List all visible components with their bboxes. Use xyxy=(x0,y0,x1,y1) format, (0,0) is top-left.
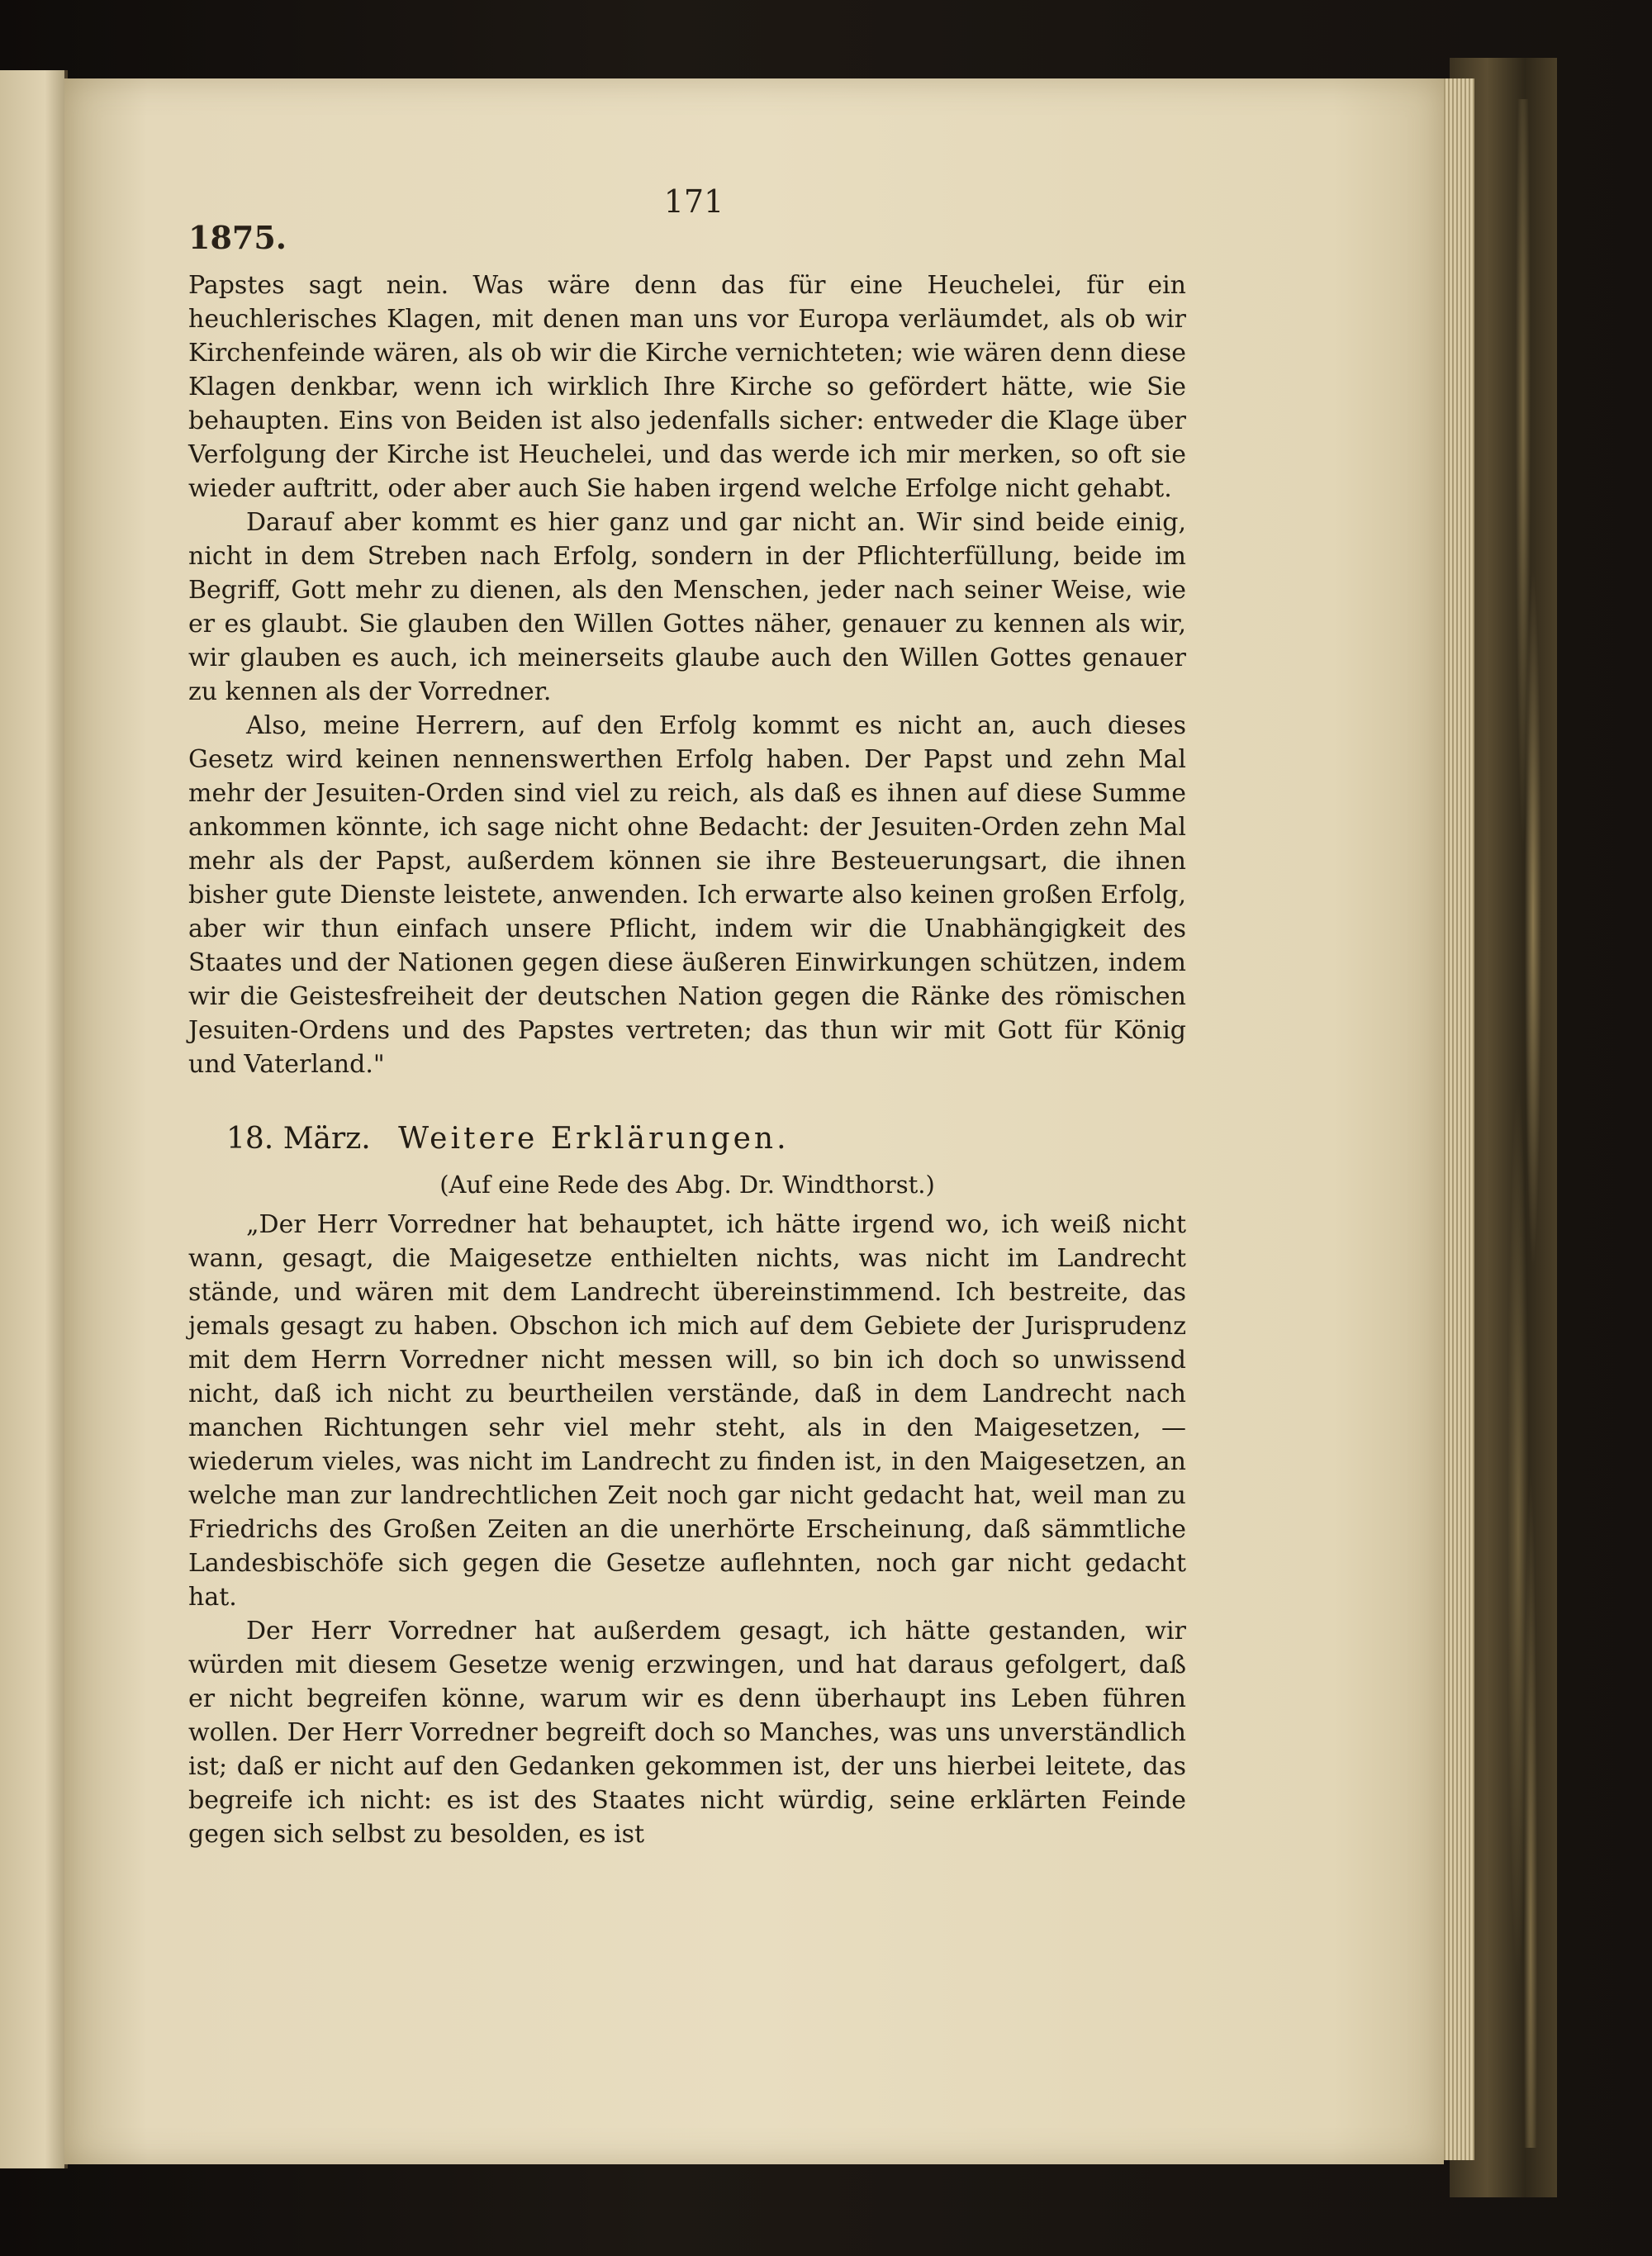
section-title: Weitere Erklärungen. xyxy=(398,1122,790,1156)
page-year-header: 1875. xyxy=(188,219,287,256)
section-heading xyxy=(226,1119,1186,1160)
section-subtitle: (Auf eine Rede des Abg. Dr. Windthorst.) xyxy=(439,1171,935,1199)
cover-wear xyxy=(1503,99,1553,2148)
page-number: 171 xyxy=(663,183,724,220)
paragraph-2: Darauf aber kommt es hier ganz und gar nicht an. Wir sind beide einig, nicht in dem Streben nach Erfolg, sondern in der Pflichterfüllung, beide im Begriff, Gott mehr zu dienen, als den Menschen, jeder nach seiner Weise, wie er es glaubt. Sie glauben den Willen Gottes näher, genauer zu kennen als wir, wir glauben es auch, ich meinerseits glaube auch den Willen Gottes genauer zu kennen als der Vorredner. xyxy=(188,508,1186,706)
paragraph-1: Papstes sagt nein. Was wäre denn das für eine Heuchelei, für ein heuchlerisches Klagen, mit denen man uns vor Europa verläumdet, als ob wir Kirchenfeinde wären, als ob wir die Kirche vernichteten; wie wären denn diese Klagen denkbar, wenn ich wirklich Ihre Kirche so gefördert hätte, wie Sie behaupten. Eins von Beiden ist also jedenfalls sicher: entweder die Klage über Verfolgung der Kirche ist Heuchelei, und das werde ich mir merken, so oft sie wieder auftritt, oder aber auch Sie haben irgend welche Erfolge nicht gehabt. xyxy=(188,271,1186,503)
facing-page-edge xyxy=(0,70,68,2168)
page-body xyxy=(188,268,1186,1851)
page-stack-edge xyxy=(1441,78,1474,2160)
section-paragraph-1: „Der Herr Vorredner hat behauptet, ich hätte irgend wo, ich weiß nicht wann, gesagt, die Maigesetze enthielten nichts, was nicht im Landrecht stände, und wären mit dem Landrecht übereinstimmend. Ich bestreite, das jemals gesagt zu haben. Obschon ich mich auf dem Gebiete der Jurisprudenz mit dem Herrn Vorredner nicht messen will, so bin ich doch so unwissend nicht, daß ich nicht zu beurtheilen verstände, daß in dem Landrecht nach manchen Richtungen sehr viel mehr steht, als in den Maigesetzen, — wiederum vieles, was nicht im Landrecht zu finden ist, in den Maigesetzen, an welche man zur landrechtlichen Zeit noch gar nicht gedacht hat, weil man zu Friedrichs des Großen Zeiten an die unerhörte Erscheinung, daß sämmtliche Landesbischöfe sich gegen die Gesetze auflehnten, noch gar nicht gedacht hat. xyxy=(188,1210,1186,1612)
section-date: 18. März. xyxy=(226,1122,371,1156)
section-paragraph-2: Der Herr Vorredner hat außerdem gesagt, ich hätte gestanden, wir würden mit diesem Gesetze wenig erzwingen, und hat daraus gefolgert, daß er nicht begreifen könne, warum wir es denn überhaupt ins Leben führen wollen. Der Herr Vorredner begreift doch so Manches, was uns unverständlich ist; daß er nicht auf den Gedanken gekommen ist, der uns hierbei leitete, das begreife ich nicht: es ist des Staates nicht würdig, seine erklärten Feinde gegen sich selbst zu besolden, es ist xyxy=(188,1617,1186,1849)
paragraph-3: Also, meine Herrern, auf den Erfolg kommt es nicht an, auch dieses Gesetz wird keinen nennenswerthen Erfolg haben. Der Papst und zehn Mal mehr der Jesuiten-Orden sind viel zu reich, als daß es ihnen auf diese Summe ankommen könnte, ich sage nicht ohne Bedacht: der Jesuiten-Orden zehn Mal mehr als der Papst, außerdem können sie ihre Besteuerungsart, die ihnen bisher gute Dienste leistete, anwenden. Ich erwarte also keinen großen Erfolg, aber wir thun einfach unsere Pflicht, indem wir die Unabhängigkeit des Staates und der Nationen gegen diese äußeren Einwirkungen schützen, indem wir die Geistesfreiheit der deutschen Nation gegen die Ränke des römischen Jesuiten-Ordens und des Papstes vertreten; das thun wir mit Gott für König und Vaterland." xyxy=(188,711,1186,1079)
